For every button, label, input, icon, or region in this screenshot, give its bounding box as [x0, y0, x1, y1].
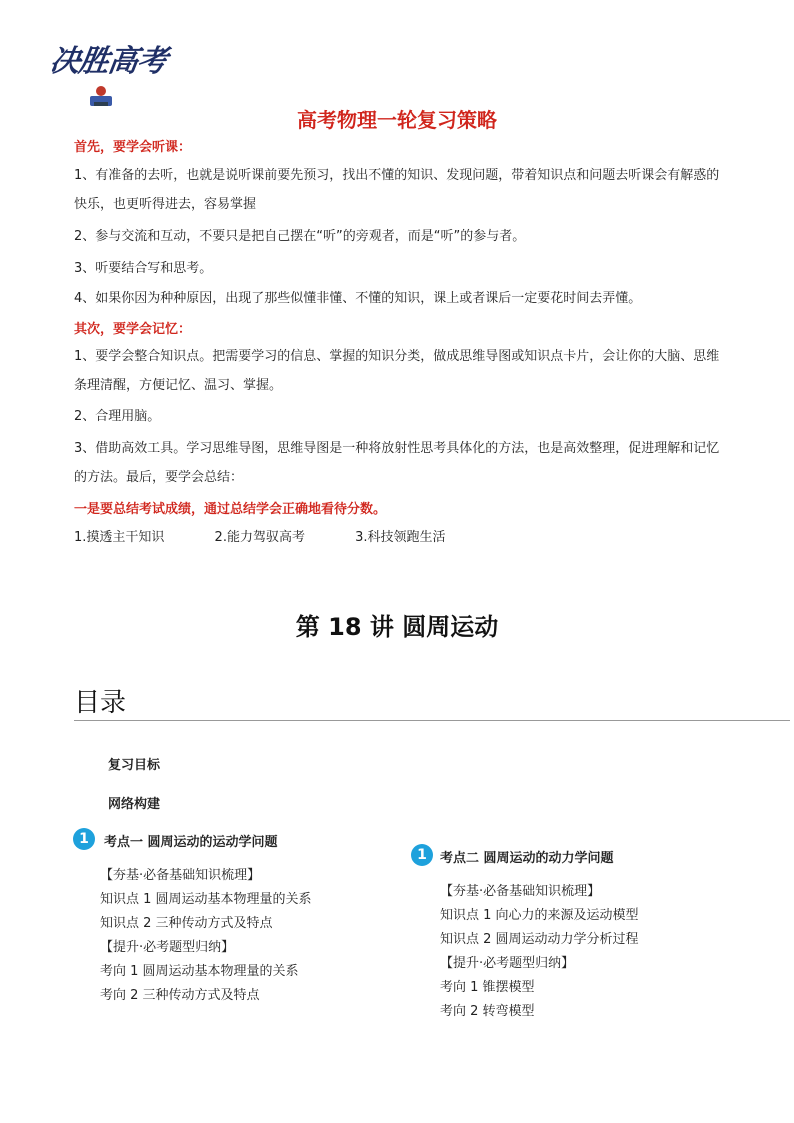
toc-right-item[interactable]: 【夯基·必备基础知识梳理】 — [440, 884, 601, 899]
lecture-title: 第 18 讲 圆周运动 — [295, 613, 499, 641]
toc-left-item[interactable]: 知识点 1 圆周运动基本物理量的关系 — [100, 892, 312, 907]
toc-item-network[interactable]: 网络构建 — [108, 797, 161, 812]
toc-section-dynamics[interactable]: 考点二 圆周运动的动力学问题 — [440, 851, 614, 866]
toc-title: 目录 — [74, 688, 127, 718]
section1-item-1: 1、有准备的去听，也就是说听课前要先预习，找出不懂的知识、发现问题，带着知识点和问题去听课会有解惑的快乐，也更听得进去，容易掌握 — [74, 168, 720, 212]
page-title: 高考物理一轮复习策略 — [297, 108, 497, 132]
toc-left-item[interactable]: 【夯基·必备基础知识梳理】 — [100, 868, 261, 883]
tag-row — [74, 526, 492, 550]
section2-item-1: 1、要学会整合知识点。把需要学习的信息、掌握的知识分类，做成思维导图或知识点卡片，会让你的大脑、思维条理清醒，方便记忆、温习、掌握。 — [74, 349, 720, 393]
toc-left-item[interactable]: 【提升·必考题型归纳】 — [100, 940, 235, 955]
tag-item: 3.科技领跑生活 — [355, 530, 446, 545]
section1-item-3: 3、听要结合写和思考。 — [74, 261, 213, 276]
toc-right-item[interactable]: 【提升·必考题型归纳】 — [440, 956, 575, 971]
tag-item: 2.能力驾驭高考 — [214, 530, 305, 545]
summary-line: 一是要总结考试成绩，通过总结学会正确地看待分数。 — [74, 502, 387, 517]
toc-left-item[interactable]: 考向 2 三种传动方式及特点 — [100, 988, 260, 1003]
toc-right-item[interactable]: 知识点 1 向心力的来源及运动模型 — [440, 908, 639, 923]
logo-text: 决胜高考 — [47, 44, 169, 79]
section2-item-3: 3、借助高效工具。学习思维导图，思维导图是一种将放射性思考具体化的方法，也是高效整理，促进理解和记忆的方法。最后，要学会总结： — [74, 441, 720, 485]
toc-left-item[interactable]: 考向 1 圆周运动基本物理量的关系 — [100, 964, 299, 979]
section1-item-2: 2、参与交流和互动，不要只是把自己摆在“听”的旁观者，而是“听”的参与者。 — [74, 229, 526, 244]
toc-right-item[interactable]: 考向 2 转弯模型 — [440, 1004, 535, 1019]
section-heading-memory: 其次，要学会记忆： — [74, 322, 192, 337]
number-badge-icon: 1 — [411, 844, 433, 866]
toc-left-item[interactable]: 知识点 2 三种传动方式及特点 — [100, 916, 273, 931]
toc-item-review-goals[interactable]: 复习目标 — [108, 758, 161, 773]
toc-right-item[interactable]: 知识点 2 圆周运动动力学分析过程 — [440, 932, 639, 947]
tag-item: 1.摸透主干知识 — [74, 530, 165, 545]
toc-divider — [74, 720, 790, 721]
toc-right-item[interactable]: 考向 1 锥摆模型 — [440, 980, 535, 995]
toc-section-kinematics[interactable]: 考点一 圆周运动的运动学问题 — [104, 835, 278, 850]
section-heading-listening: 首先，要学会听课： — [74, 140, 192, 155]
number-badge-icon: 1 — [73, 828, 95, 850]
section1-item-4: 4、如果你因为种种原因，出现了那些似懂非懂、不懂的知识，课上或者课后一定要花时间去弄懂。 — [74, 291, 642, 306]
section2-item-2: 2、合理用脑。 — [74, 409, 161, 424]
